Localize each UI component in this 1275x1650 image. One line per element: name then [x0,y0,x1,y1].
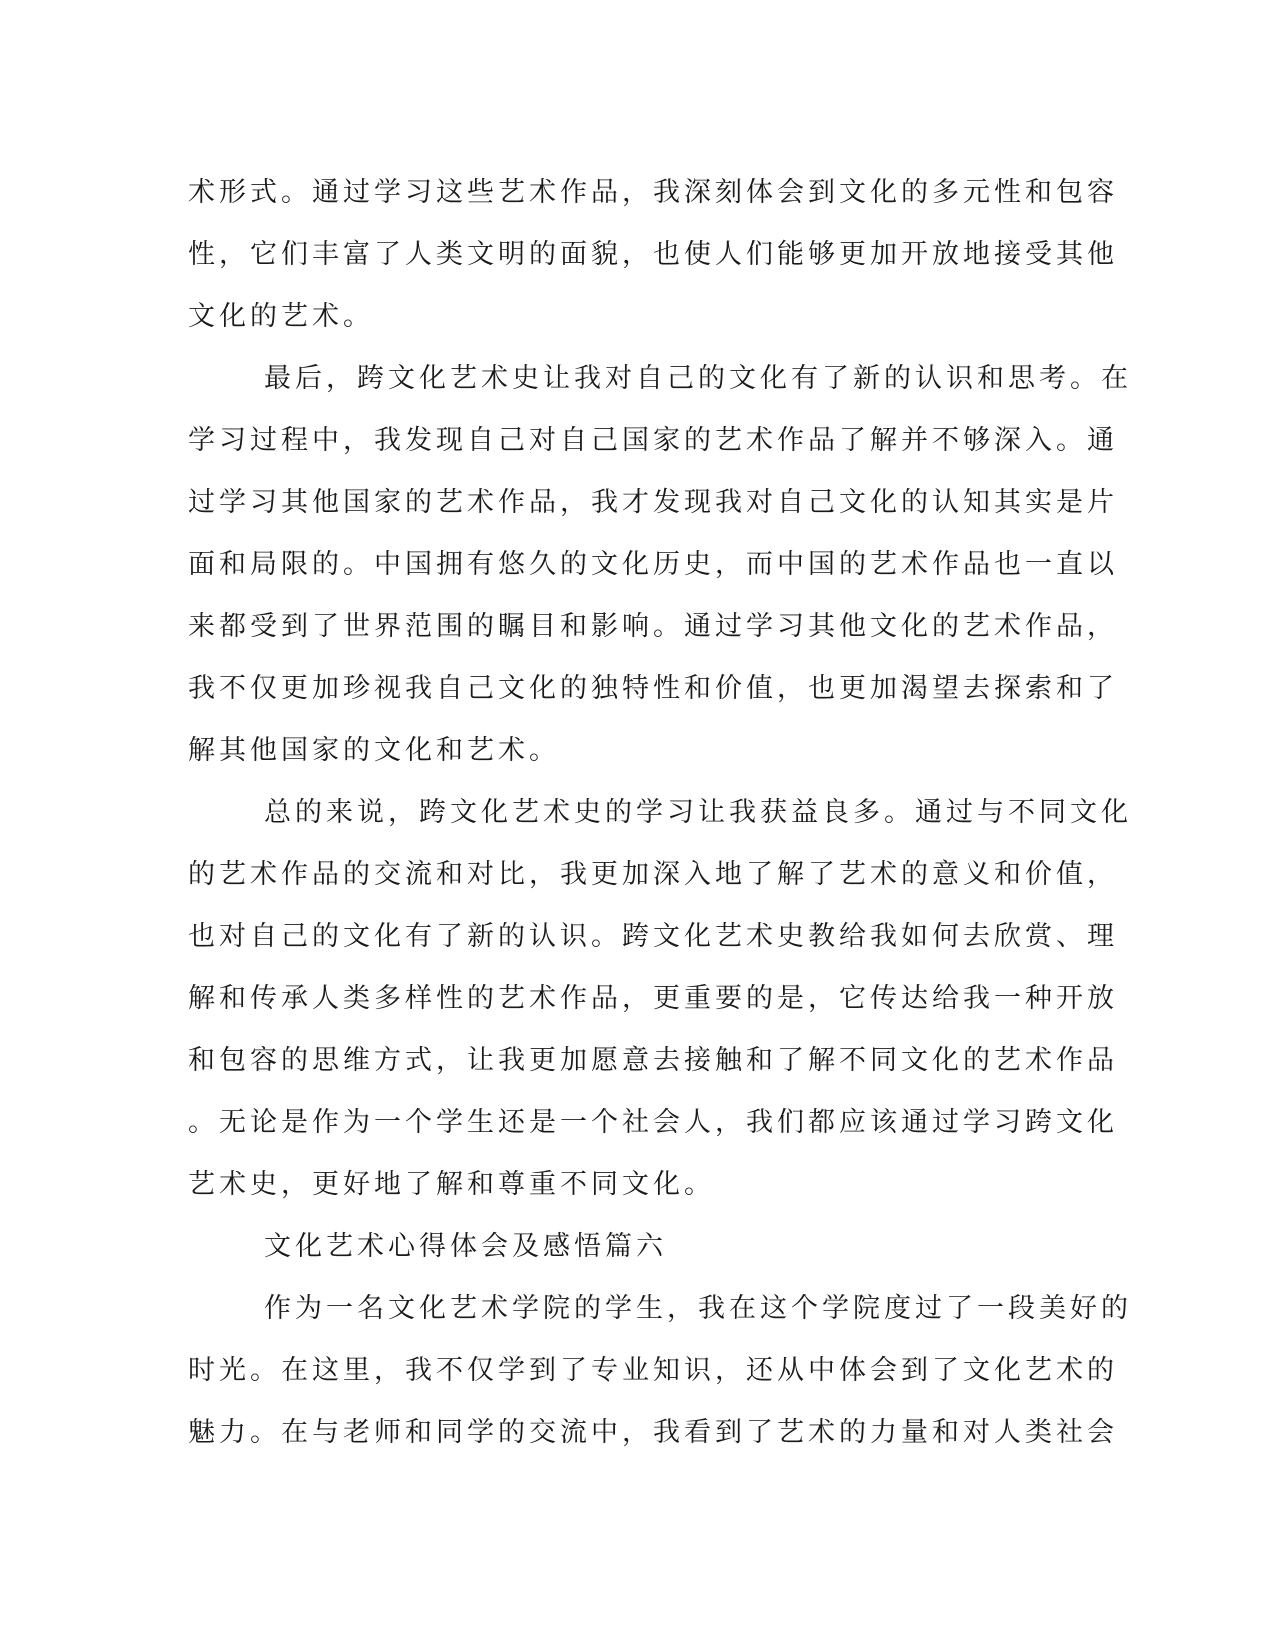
text-line: 。无论是作为一个学生还是一个社会人，我们都应该通过学习跨文化 [188,1107,1118,1138]
text-line: 解和传承人类多样性的艺术作品，更重要的是，它传达给我一种开放 [188,983,1118,1014]
text-line: 学习过程中，我发现自己对自己国家的艺术作品了解并不够深入。通 [188,425,1118,456]
paragraph-first-line: 文化艺术心得体会及感悟篇六 [264,1231,667,1262]
text-line: 过学习其他国家的艺术作品，我才发现我对自己文化的认知其实是片 [188,487,1118,518]
paragraph-first-line: 作为一名文化艺术学院的学生，我在这个学院度过了一段美好的 [264,1293,1132,1324]
text-line: 时光。在这里，我不仅学到了专业知识，还从中体会到了文化艺术的 [188,1355,1118,1386]
text-line: 艺术史，更好地了解和尊重不同文化。 [188,1169,715,1200]
paragraph-first-line: 总的来说，跨文化艺术史的学习让我获益良多。通过与不同文化 [264,797,1132,828]
text-line: 的艺术作品的交流和对比，我更加深入地了解了艺术的意义和价值， [188,859,1118,890]
text-line: 术形式。通过学习这些艺术作品，我深刻体会到文化的多元性和包容 [188,177,1118,208]
text-line: 和包容的思维方式，让我更加愿意去接触和了解不同文化的艺术作品 [188,1045,1118,1076]
text-line: 也对自己的文化有了新的认识。跨文化艺术史教给我如何去欣赏、理 [188,921,1118,952]
paragraph-first-line: 最后，跨文化艺术史让我对自己的文化有了新的认识和思考。在 [264,363,1132,394]
text-line: 性，它们丰富了人类文明的面貌，也使人们能够更加开放地接受其他 [188,239,1118,270]
body-text [188,162,1132,1464]
text-line: 来都受到了世界范围的瞩目和影响。通过学习其他文化的艺术作品， [188,611,1118,642]
text-line: 文化的艺术。 [188,301,374,332]
text-line: 我不仅更加珍视我自己文化的独特性和价值，也更加渴望去探索和了 [188,673,1118,704]
text-line: 魅力。在与老师和同学的交流中，我看到了艺术的力量和对人类社会 [188,1417,1118,1448]
text-line: 解其他国家的文化和艺术。 [188,735,560,766]
text-line: 面和局限的。中国拥有悠久的文化历史，而中国的艺术作品也一直以 [188,549,1118,580]
